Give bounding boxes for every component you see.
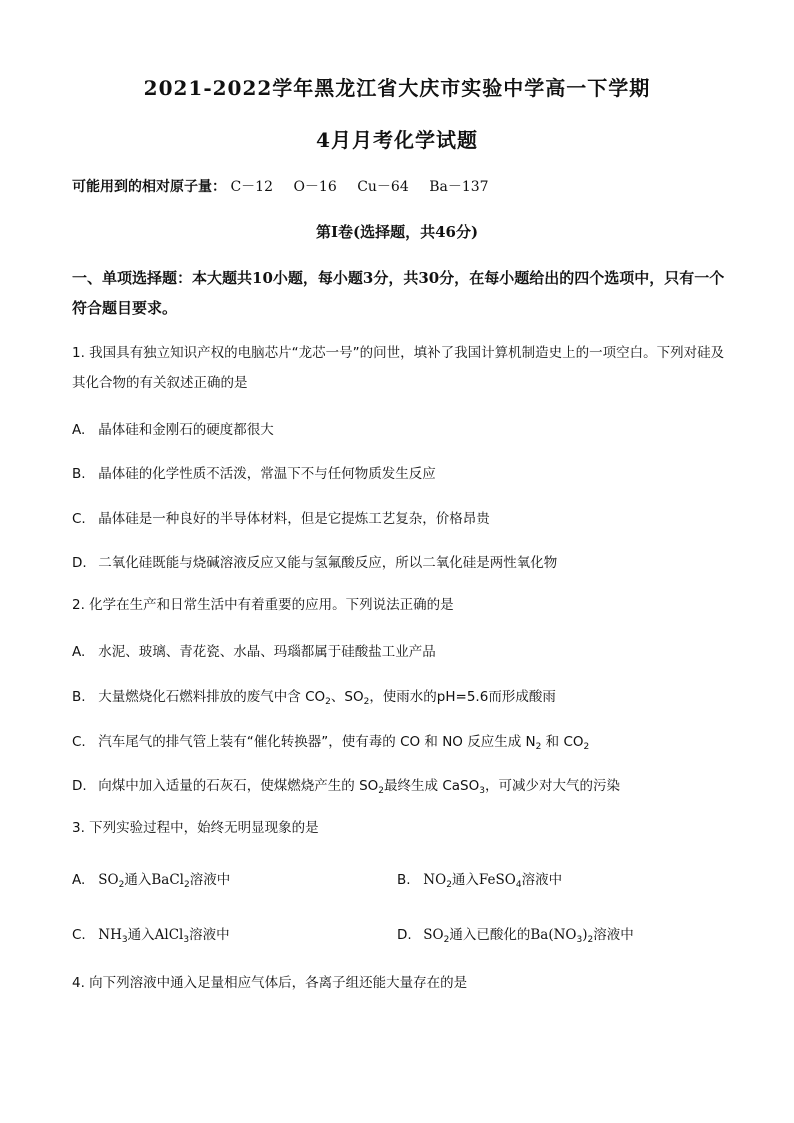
option-text-part: 最终生成 CaSO: [384, 778, 480, 794]
question-3-option-c: [72, 923, 230, 945]
option-text: 晶体硅是一种良好的半导体材料，但是它提炼工艺复杂，价格昂贵: [98, 511, 490, 527]
formula: FeSO: [478, 872, 516, 888]
option-text: 晶体硅的化学性质不活泼，常温下不与任何物质发生反应: [98, 466, 436, 482]
option-letter: D.: [397, 927, 412, 943]
option-text-part: 通入: [124, 872, 152, 888]
subscript: 2: [535, 742, 542, 752]
formula: Ba(NO: [530, 927, 577, 943]
formula: SO: [98, 872, 119, 888]
option-text-part: 向煤中加入适量的石灰石，使煤燃烧产生的 SO: [98, 778, 379, 794]
mass-item-c: C－12: [230, 179, 273, 195]
option-text-part: 溶液中: [189, 872, 231, 888]
question-1-option-b: [72, 462, 726, 482]
option-text-part: 和 CO: [541, 734, 584, 750]
question-3-option-d: [397, 923, 634, 945]
option-text-part: 大量燃烧化石燃料排放的废气中含 CO: [98, 689, 326, 705]
option-letter: C.: [72, 734, 86, 750]
option-text: 二氧化硅既能与烧碱溶液反应又能与氢氟酸反应，所以二氧化硅是两性氧化物: [98, 555, 558, 571]
subscript: 3: [479, 786, 485, 796]
subscript: 2: [378, 786, 385, 796]
option-letter: B.: [397, 872, 411, 888]
option-text: 水泥、玻璃、青花瓷、水晶、玛瑙都属于硅酸盐工业产品: [98, 644, 436, 660]
question-2-stem: 2. 化学在生产和日常生活中有着重要的应用。下列说法正确的是: [72, 597, 454, 613]
option-text-part: 溶液中: [189, 927, 230, 943]
question-1-option-a: [72, 418, 726, 438]
option-text: 晶体硅和金刚石的硬度都很大: [98, 422, 274, 438]
formula: SO: [423, 927, 444, 943]
option-letter: A.: [72, 644, 86, 660]
mass-item-cu: Cu－64: [357, 179, 409, 195]
exam-title-line1: 2021-2022学年黑龙江省大庆市实验中学高一下学期: [143, 76, 651, 100]
subscript: 3: [183, 935, 190, 945]
subscript: 2: [183, 880, 190, 890]
question-3-option-a: [72, 868, 230, 890]
exam-title-line2: 4月月考化学试题: [316, 128, 478, 152]
subscript: 2: [587, 935, 594, 945]
option-letter: C.: [72, 511, 86, 527]
option-letter: B.: [72, 689, 86, 705]
mass-item-o: O－16: [293, 179, 337, 195]
option-letter: A.: [72, 872, 86, 888]
formula: NH: [98, 927, 122, 943]
question-2-option-d: [72, 774, 726, 796]
option-text-part: 、SO: [330, 689, 364, 705]
question-2-option-c: [72, 730, 726, 752]
question-3-stem: 3. 下列实验过程中，始终无明显现象的是: [72, 820, 319, 836]
option-text-part: 溶液中: [593, 927, 634, 943]
masses-label: 可能用到的相对原子量：: [72, 179, 226, 195]
question-1-option-d: [72, 551, 726, 571]
option-letter: B.: [72, 466, 86, 482]
option-letter: C.: [72, 927, 86, 943]
formula: NO: [423, 872, 447, 888]
subscript: 3: [121, 935, 128, 945]
formula: AlCl: [154, 927, 184, 943]
formula: BaCl: [151, 872, 184, 888]
mass-item-ba: Ba－137: [429, 179, 489, 195]
subscript: 2: [118, 880, 125, 890]
option-letter: D.: [72, 555, 87, 571]
question-2-option-b: [72, 685, 726, 707]
option-letter: A.: [72, 422, 86, 438]
section-heading: 第Ⅰ卷(选择题，共46分): [315, 223, 479, 241]
option-text-part: 溶液中: [521, 872, 563, 888]
formula: ): [582, 927, 588, 943]
subscript: 2: [363, 697, 370, 707]
option-text-part: ，使雨水的pH=5.6而形成酸雨: [369, 689, 556, 705]
option-text-part: 通入: [127, 927, 155, 943]
subscript: 2: [583, 742, 590, 752]
question-2-option-a: [72, 640, 726, 660]
question-1-option-c: [72, 507, 726, 527]
question-4-stem: 4. 向下列溶液中通入足量相应气体后，各离子组还能大量存在的是: [72, 975, 468, 991]
question-3-option-b: [397, 868, 562, 890]
question-1-stem: 1. 我国具有独立知识产权的电脑芯片“龙芯一号”的问世，填补了我国计算机制造史上的一项空白。下列对硅及其化合物的有关叙述正确的是: [72, 345, 725, 391]
section-instruction: 一、单项选择题：本大题共10小题，每小题3分，共30分，在每小题给出的四个选项中，只有一个符合题目要求。: [72, 269, 725, 317]
option-letter: D.: [72, 778, 87, 794]
relative-atomic-masses: [72, 176, 505, 196]
option-text-part: ，可减少对大气的污染: [484, 778, 620, 794]
subscript: 3: [576, 935, 583, 945]
subscript: 2: [443, 935, 450, 945]
subscript: 4: [515, 880, 522, 890]
option-text-part: 汽车尾气的排气管上装有“催化转换器”，使有毒的 CO 和 NO 反应生成 N: [98, 734, 536, 750]
option-text-part: 通入: [451, 872, 479, 888]
subscript: 2: [325, 697, 331, 707]
option-text-part: 通入已酸化的: [449, 927, 531, 943]
subscript: 2: [446, 880, 452, 890]
